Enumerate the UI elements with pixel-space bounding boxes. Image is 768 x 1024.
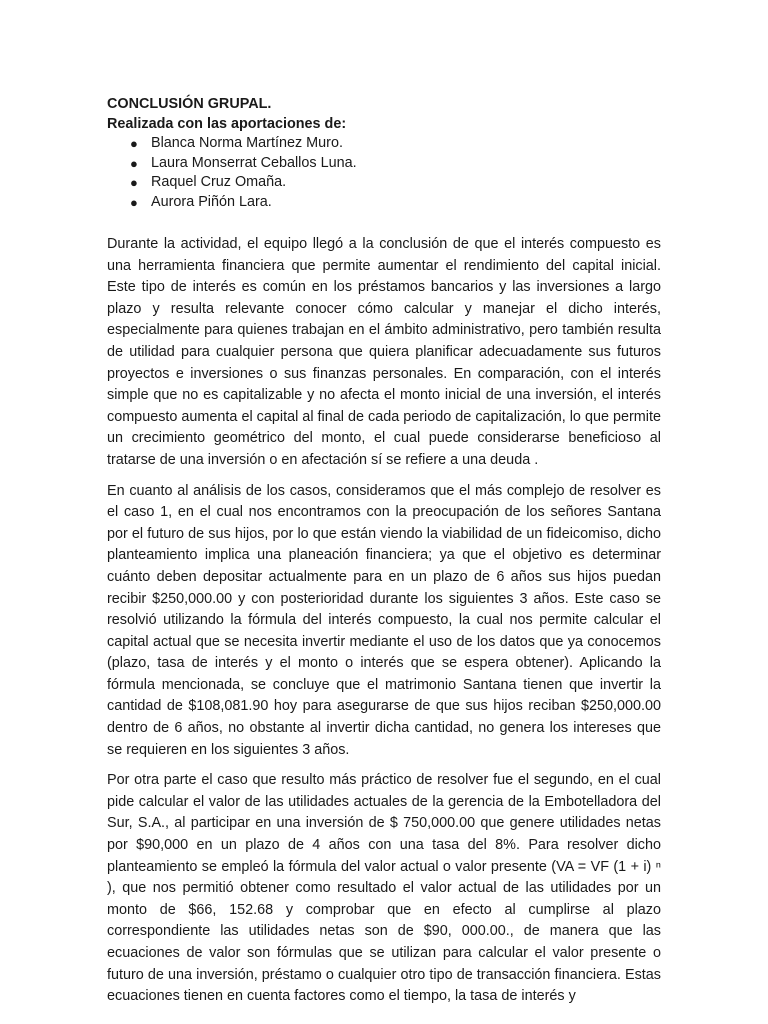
paragraph-case-2: Por otra parte el caso que resulto más práctico de resolver fue el segundo, en el cual pide calcular el valor de las utilidades actuales de la gerencia de la Embotelladora del Sur, S.A., al participar en una inversión de $ 750,000.00 que genere utilidades netas por $90,000 en un plazo de 4 años con una tasa del 8%. Para resolver dicho planteamiento se empleó la fórmula del valor actual o valor presente (VA = VF (1 + i) ⁿ ), que nos permitió obtener como resultado el valor actual de las utilidades por un monto de $66, 152.68 y comprobar que en efecto al cumplirse al plazo correspondiente las utilidades netas son de $90, 000.00., de manera que las ecuaciones de valor son fórmulas que se utilizan para calcular el valor presente o futuro de una inversión, préstamo o cualquier otro tipo de transacción financiera. Estas ecuaciones tienen en cuenta factores como el tiempo, la tasa de interés y [107, 772, 661, 1005]
list-item [130, 173, 661, 193]
bullet-icon: ● [130, 155, 138, 171]
bullet-icon: ● [130, 194, 138, 210]
list-item [130, 134, 661, 154]
document-subtitle: Realizada con las aportaciones de: [107, 116, 347, 132]
paragraph-conclusion: Durante la actividad, el equipo llegó a la conclusión de que el interés compuesto es una herramienta financiera que permite aumentar el rendimiento del capital inicial. Este tipo de interés es común en los préstamos bancarios y las inversiones a largo plazo y resulta relevante conocer cómo calcular y manejar el dicho interés, especialmente para quienes trabajan en el ámbito administrativo, pero también resulta de utilidad para cualquier persona que quiera planificar adecuadamente sus futuros proyectos e inversiones o sus finanzas personales. En comparación, con el interés simple que no es capitalizable y no afecta el monto inicial de una inversión, el interés compuesto aumenta el capital al final de cada periodo de capitalización, lo que permite un crecimiento geométrico del monto, el cual puede considerarse beneficioso al tratarse de una inversión o en afectación sí se refiere a una deuda . [107, 236, 661, 468]
contributor-name: Blanca Norma Martínez Muro. [151, 135, 343, 151]
list-item [130, 154, 661, 174]
contributors-list [107, 134, 661, 212]
document-title: CONCLUSIÓN GRUPAL. [107, 96, 272, 112]
list-item [130, 193, 661, 213]
paragraph-case-1: En cuanto al análisis de los casos, consideramos que el más complejo de resolver es el caso 1, en el cual nos encontramos con la preocupación de los señores Santana por el futuro de sus hijos, por lo que están viendo la viabilidad de un fideicomiso, dicho planteamiento implica una planeación financiera; ya que el objetivo es determinar cuánto deben depositar actualmente para en un plazo de 6 años sus hijos puedan recibir $250,000.00 y con posterioridad durante los siguientes 3 años. Este caso se resolvió utilizando la fórmula del interés compuesto, la cual nos permite calcular el capital actual que se necesita invertir mediante el uso de los datos que ya conocemos (plazo, tasa de interés y el monto o interés que se espera obtener). Aplicando la fórmula mencionada, se concluye que el matrimonio Santana tienen que invertir la cantidad de $108,081.90 hoy para asegurarse de que sus hijos reciban $250,000.00 dentro de 6 años, no obstante al invertir dicha cantidad, no genera los intereses que se requieren en los siguientes 3 años. [107, 482, 661, 758]
contributor-name: Aurora Piñón Lara. [151, 193, 272, 210]
contributor-name: Raquel Cruz Omaña. [151, 174, 287, 190]
bullet-icon: ● [130, 175, 138, 190]
contributor-name: Laura Monserrat Ceballos Luna. [151, 154, 357, 171]
bullet-icon: ● [130, 136, 138, 151]
